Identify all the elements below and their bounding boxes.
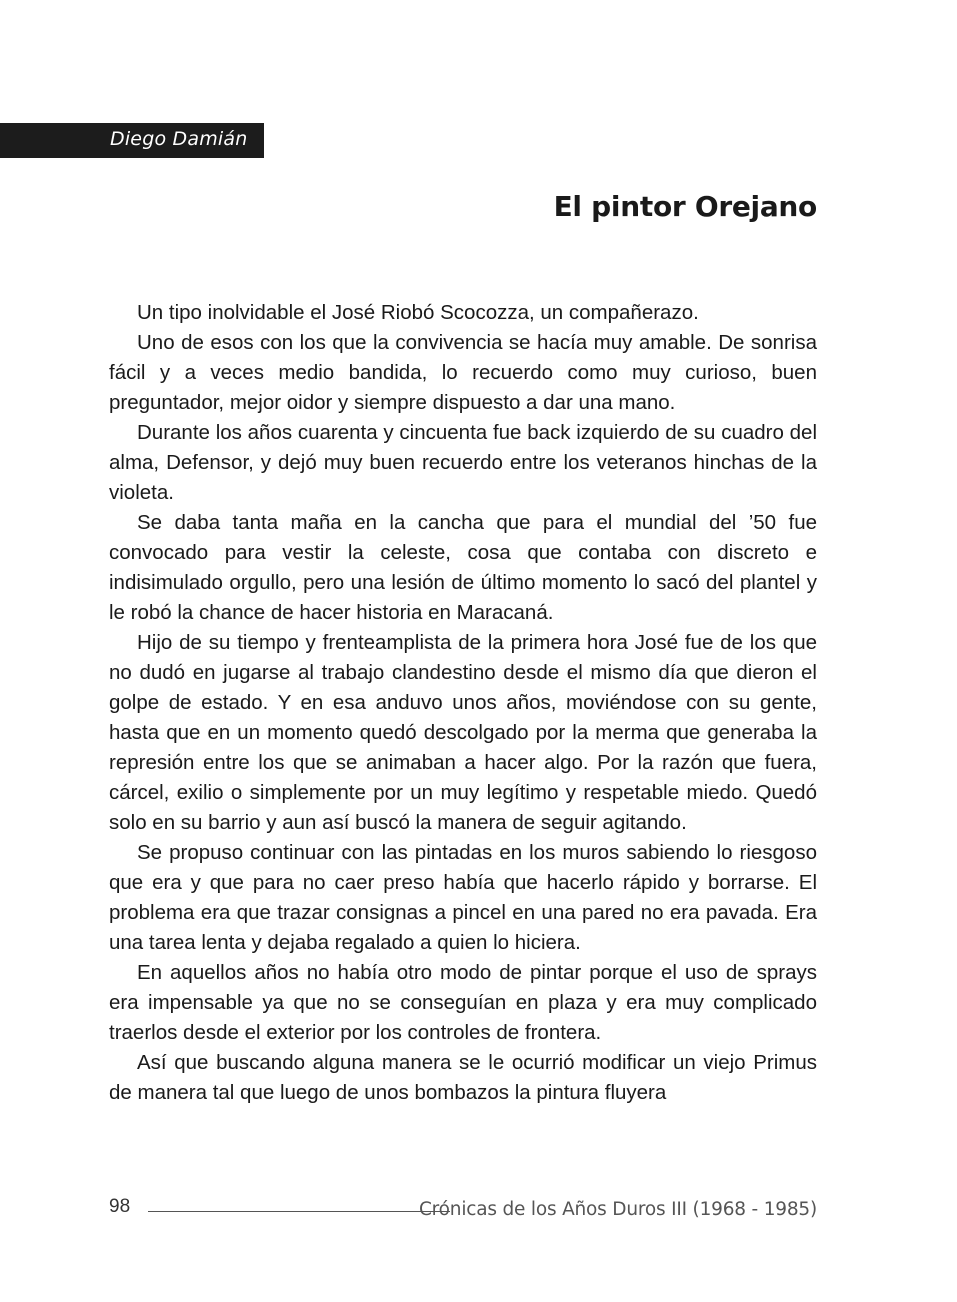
chapter-title: El pintor Orejano [553, 190, 817, 223]
chapter-body [109, 298, 817, 1108]
paragraph: Durante los años cuarenta y cincuenta fue back izquierdo de su cuadro del alma, Defensor, y dejó muy buen recuerdo entre los veteranos hinchas de la violeta. [109, 421, 817, 504]
paragraph: En aquellos años no había otro modo de pintar porque el uso de sprays era impensable ya que no se conseguían en plaza y era muy complicado traerlos desde el exterior por los controles de frontera. [109, 961, 817, 1044]
paragraph: Un tipo inolvidable el José Riobó Scocozza, un compañerazo. [137, 301, 699, 324]
paragraph: Así que buscando alguna manera se le ocurrió modificar un viejo Primus de manera tal que luego de unos bombazos la pintura fluyera [109, 1051, 817, 1104]
footer-divider [148, 1211, 450, 1212]
book-title: Crónicas de los Años Duros III (1968 - 1985) [418, 1199, 817, 1220]
page-number: 98 [109, 1196, 131, 1217]
paragraph: Se daba tanta maña en la cancha que para el mundial del ’50 fue convocado para vestir la celeste, cosa que contaba con discreto e indisimulado orgullo, pero una lesión de último momento lo sacó del plantel y le robó la chance de hacer historia en Maracaná. [109, 511, 817, 624]
paragraph: Hijo de su tiempo y frenteamplista de la primera hora José fue de los que no dudó en jugarse al trabajo clandestino desde el mismo día que dieron el golpe de estado. Y en esa anduvo unos años, moviéndose con su gente, hasta que en un momento quedó descolgado por la merma que generaba la represión entre los que se animaban a hacer algo. Por la razón que fuera, cárcel, exilio o simplemente por un muy legítimo y respetable miedo. Quedó solo en su barrio y aun así buscó la manera de seguir agitando. [109, 631, 817, 834]
author-name: Diego Damián [110, 128, 248, 150]
paragraph: Uno de esos con los que la convivencia se hacía muy amable. De sonrisa fácil y a veces medio bandida, lo recuerdo como muy curioso, buen preguntador, mejor oidor y siempre dispuesto a dar una mano. [109, 331, 817, 414]
paragraph: Se propuso continuar con las pintadas en los muros sabiendo lo riesgoso que era y que para no caer preso había que hacerlo rápido y borrarse. El problema era que trazar consignas a pincel en una pared no era pavada. Era una tarea lenta y dejaba regalado a quien lo hiciera. [109, 841, 817, 954]
author-banner [0, 123, 264, 158]
